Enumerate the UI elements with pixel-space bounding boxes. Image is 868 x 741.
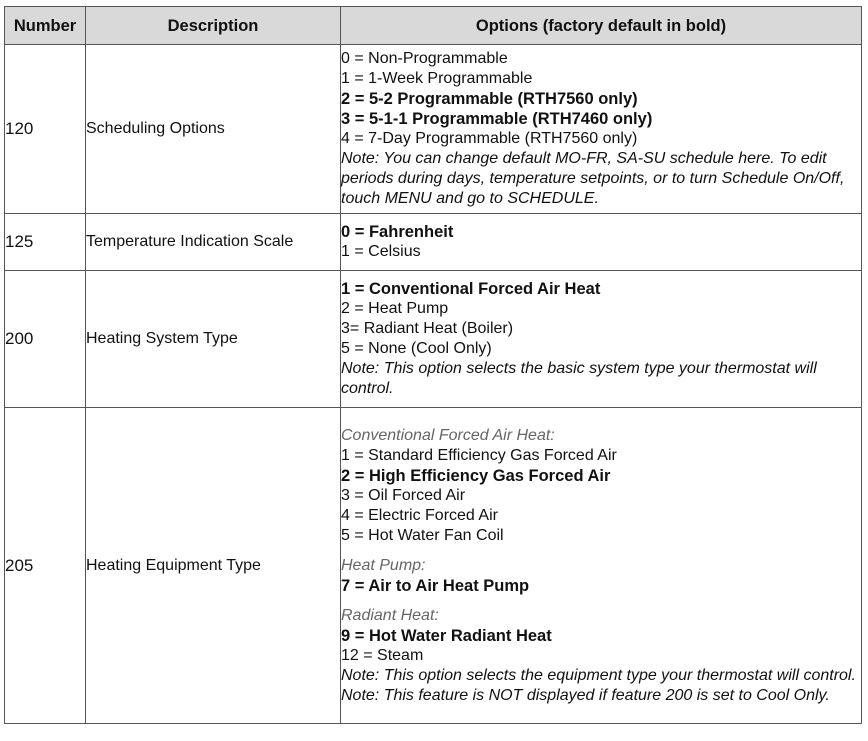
option-line: 4 = Electric Forced Air <box>341 506 498 524</box>
column-header-description: Description <box>86 7 341 45</box>
column-header-options: Options (factory default in bold) <box>341 7 862 45</box>
setting-number: 200 <box>5 271 86 408</box>
setting-options <box>341 271 862 408</box>
table-row <box>5 271 862 408</box>
table-header-row <box>5 7 862 45</box>
option-line-default: 2 = High Efficiency Gas Forced Air <box>341 466 611 485</box>
setting-number: 120 <box>5 45 86 214</box>
setting-number: 125 <box>5 214 86 271</box>
option-group-heading: Radiant Heat: <box>341 606 439 624</box>
table-row <box>5 408 862 724</box>
option-line: 3= Radiant Heat (Boiler) <box>341 320 514 337</box>
setting-description: Heating Equipment Type <box>86 408 341 724</box>
setting-options <box>341 45 862 214</box>
option-line: 3 = Oil Forced Air <box>341 486 466 504</box>
column-header-number: Number <box>5 7 86 45</box>
option-line-default: 0 = Fahrenheit <box>341 223 454 241</box>
setting-description: Heating System Type <box>86 271 341 408</box>
option-line-default: 3 = 5-1-1 Programmable (RTH7460 only) <box>341 110 653 128</box>
option-group-heading: Heat Pump: <box>341 556 426 574</box>
option-line: 0 = Non-Programmable <box>341 50 508 67</box>
setting-number: 205 <box>5 408 86 724</box>
option-line: 5 = None (Cool Only) <box>341 340 492 357</box>
option-note: Note: This option selects the basic system type your thermostat will control. <box>341 360 817 397</box>
option-line: 2 = Heat Pump <box>341 300 449 317</box>
option-line: 12 = Steam <box>341 646 424 664</box>
option-line-default: 1 = Conventional Forced Air Heat <box>341 280 601 298</box>
option-line-default: 2 = 5-2 Programmable (RTH7560 only) <box>341 90 638 108</box>
table-row <box>5 45 862 214</box>
group-spacer <box>341 546 861 556</box>
option-note: Note: This option selects the equipment type your thermostat will control. Note: This feature is NOT displayed if feature 200 is set to Cool Only. <box>341 666 856 704</box>
option-note: Note: You can change default MO-FR, SA-SU schedule here. To edit periods during days, temperature setpoints, or to turn Schedule On/Off, touch MENU and go to SCHEDULE. <box>341 150 845 207</box>
option-line: 1 = Standard Efficiency Gas Forced Air <box>341 446 617 464</box>
option-line: 1 = 1-Week Programmable <box>341 70 533 87</box>
setting-options <box>341 214 862 271</box>
option-line: 1 = Celsius <box>341 243 421 260</box>
setting-description: Temperature Indication Scale <box>86 214 341 271</box>
setting-options <box>341 408 862 724</box>
settings-table <box>4 6 862 724</box>
group-spacer <box>341 596 861 606</box>
table-row <box>5 214 862 271</box>
option-group-heading: Conventional Forced Air Heat: <box>341 426 555 444</box>
option-line-default: 9 = Hot Water Radiant Heat <box>341 626 552 645</box>
option-line-default: 7 = Air to Air Heat Pump <box>341 576 530 595</box>
option-line: 5 = Hot Water Fan Coil <box>341 526 504 544</box>
option-line: 4 = 7-Day Programmable (RTH7560 only) <box>341 130 638 147</box>
setting-description: Scheduling Options <box>86 45 341 214</box>
